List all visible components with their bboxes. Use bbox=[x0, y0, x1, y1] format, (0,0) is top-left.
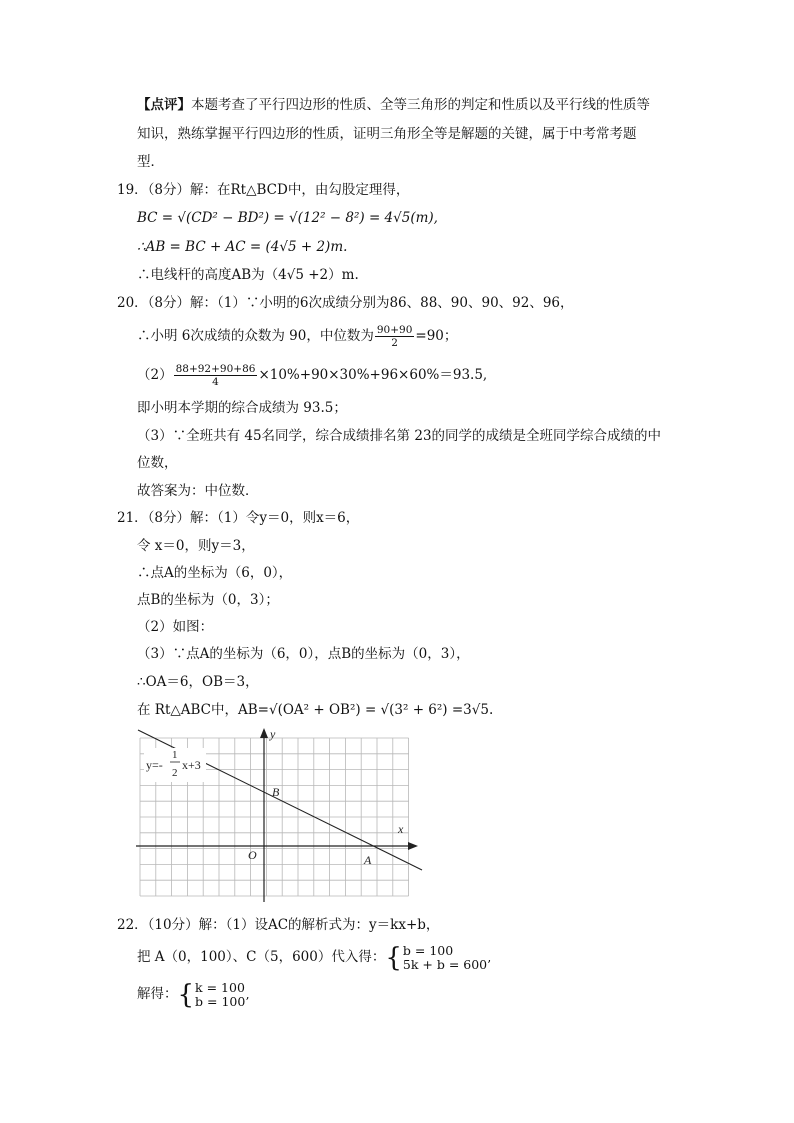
x-axis-label: x bbox=[398, 822, 404, 836]
comment-line-2: 知识，熟练掌握平行四边形的性质，证明三角形全等是解题的关键，属于中考常考题 bbox=[137, 126, 637, 142]
q20-line-2-pre: （2） bbox=[137, 367, 173, 383]
equation-right: x+3 bbox=[182, 758, 201, 772]
comment-text-1: 本题考查了平行四边形的性质、全等三角形的判定和性质以及平行线的性质等 bbox=[191, 97, 650, 113]
q22-system-1 bbox=[403, 944, 491, 972]
q22-system-2-eq1: k = 100 bbox=[195, 979, 245, 995]
q20-median-fraction bbox=[375, 324, 415, 349]
q22-line-1-pre: 把 A（0，100）、C（5，600）代入得： bbox=[137, 949, 386, 965]
q19-line-1: BC = √(CD² − BD²) = √(12² − 8²) = 4√5(m), bbox=[137, 210, 438, 226]
q20-line-1 bbox=[137, 322, 457, 350]
q20-line-1-pre: ∴小明 6次成绩的众数为 90，中位数为 bbox=[137, 328, 374, 344]
q20-line-6: 故答案为：中位数． bbox=[137, 483, 259, 499]
q22-system-2 bbox=[195, 981, 249, 1009]
y-axis-arrow bbox=[260, 728, 268, 738]
q20-average-numerator: 88+92+90+86 bbox=[175, 363, 256, 375]
q19-line-3: ∴电线杆的高度AB为（4√5 +2）m. bbox=[137, 267, 359, 283]
q20-line-3: 即小明本学期的综合成绩为 93.5； bbox=[137, 400, 347, 416]
q22-system-1-eq2: 5k + b = 600’ bbox=[402, 956, 492, 972]
q22-system-brace-1: { bbox=[385, 942, 402, 973]
point-b-label: B bbox=[272, 785, 280, 799]
q20-line-4: （3）∵全班共有 45名同学，综合成绩排名第 23的同学的成绩是全班同学综合成绩的中 bbox=[137, 428, 662, 444]
q21-line-1: 令 x＝0，则y＝3， bbox=[137, 538, 255, 554]
origin-label: O bbox=[248, 848, 257, 862]
q20-median-numerator: 90+90 bbox=[376, 324, 413, 336]
q22-system-2-eq2: b = 100’ bbox=[195, 993, 250, 1009]
q22-system-1-eq1: b = 100 bbox=[402, 942, 454, 958]
q20-line-5: 位数， bbox=[137, 455, 178, 471]
q22-head: 22．（10分）解：（1）设AC的解析式为：y＝kx+b， bbox=[117, 917, 440, 933]
equation-denominator: 2 bbox=[172, 767, 178, 779]
q21-line-3: 点B的坐标为（0，3）； bbox=[137, 592, 279, 608]
point-a-label: A bbox=[364, 853, 372, 867]
q19-line-2: ∴AB = BC + AC = (4√5 + 2)m. bbox=[137, 239, 348, 255]
q22-line-2 bbox=[137, 977, 249, 1011]
q22-line-1 bbox=[137, 940, 491, 974]
q20-line-1-post: =90； bbox=[415, 328, 458, 344]
comment-line-3: 型． bbox=[137, 154, 164, 170]
comment-tag: 【点评】 bbox=[137, 97, 191, 113]
q21-line-7: 在 Rt△ABC中，AB=√(OA² + OB²) = √(3² + 6²) =3√5. bbox=[137, 702, 494, 718]
q22-line-2-pre: 解得： bbox=[137, 986, 178, 1002]
q20-average-fraction bbox=[174, 363, 258, 388]
q19-head: 19．（8分）解：在Rt△BCD中，由勾股定理得， bbox=[117, 182, 410, 198]
q20-median-denominator: 2 bbox=[391, 337, 398, 349]
q21-line-6: ∴OA＝6，OB＝3， bbox=[137, 674, 259, 690]
q20-head: 20．（8分）解：（1）∵小明的6次成绩分别为86、88、90、90、92、96， bbox=[117, 295, 574, 311]
equation-numerator: 1 bbox=[172, 749, 178, 761]
q20-line-2-post: ×10%+90×30%+96×60%＝93.5, bbox=[258, 367, 488, 383]
comment-line-1 bbox=[137, 95, 650, 115]
coordinate-graph bbox=[136, 724, 426, 904]
q21-line-2: ∴点A的坐标为（6，0）， bbox=[137, 565, 293, 581]
q21-line-5: （3）∵点A的坐标为（6，0），点B的坐标为（0，3）， bbox=[137, 646, 470, 662]
q21-head: 21．（8分）解：（1）令y＝0，则x＝6， bbox=[117, 510, 360, 526]
y-axis-label: y bbox=[270, 727, 276, 741]
x-axis-arrow bbox=[408, 842, 418, 850]
q20-line-2 bbox=[137, 361, 487, 389]
q20-average-denominator: 4 bbox=[212, 376, 219, 388]
q22-system-brace-2: { bbox=[177, 979, 195, 1010]
q21-line-4: （2）如图： bbox=[137, 619, 214, 635]
equation-left: y=- bbox=[146, 758, 163, 772]
